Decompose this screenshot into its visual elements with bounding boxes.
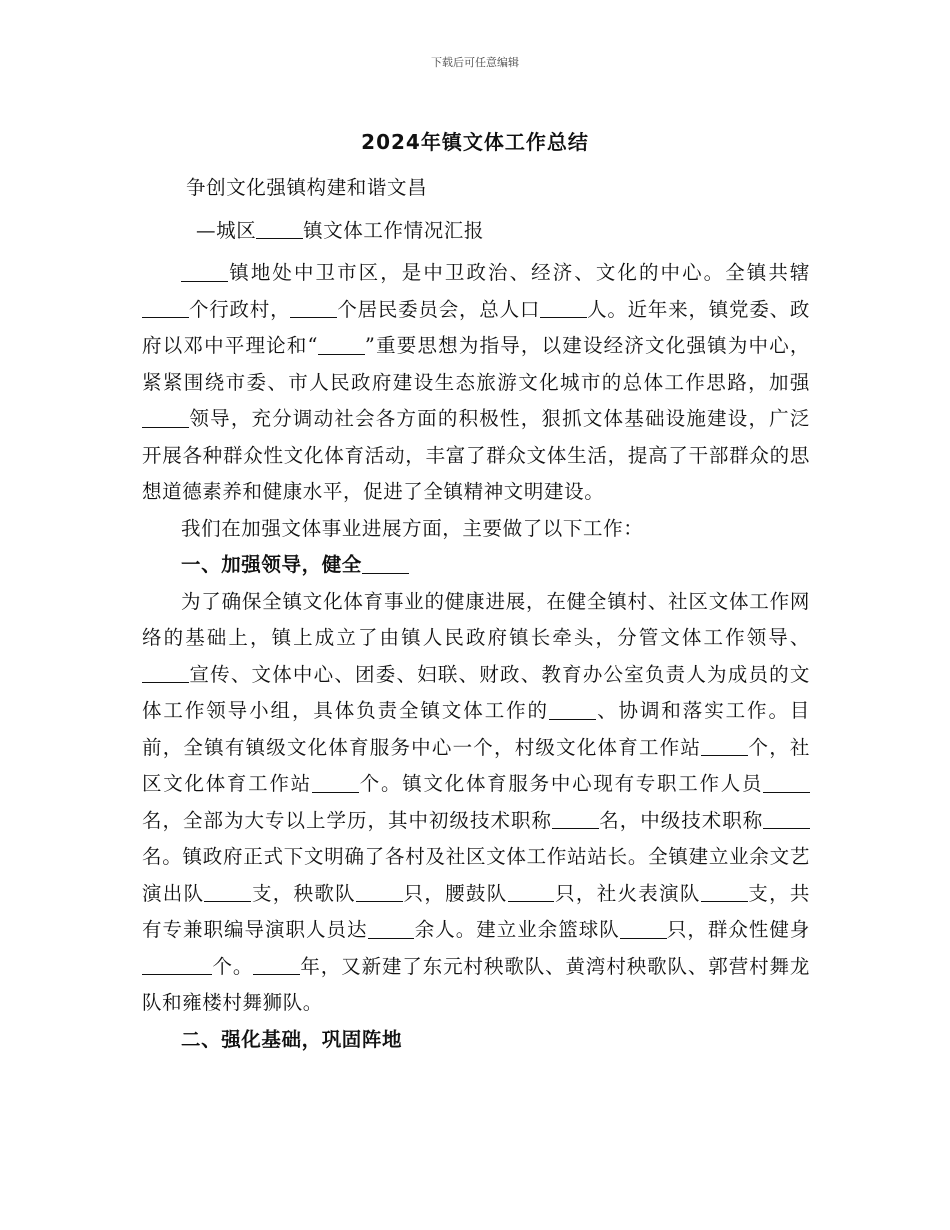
subtitle-secondary (142, 213, 810, 250)
paragraph-leadership (142, 584, 810, 1022)
blank-line (181, 261, 228, 282)
blank-line (540, 298, 587, 319)
text-run: ”重要思想为指导，以建设经济文化强镇为中心，紧紧围绕市委、市人民政府建设生态旅游文化城市的总体工作思路，加强 (142, 334, 810, 394)
text-run: 个居民委员会，总人口 (337, 297, 541, 321)
text-run: 名，全部为大专以上学历，其中初级技术职称 (142, 808, 552, 832)
blank-line (312, 772, 359, 793)
text-run: 年，又新建了东元村秧歌队、黄湾村秧歌队、郭营村舞龙队和雍楼村舞狮队。 (142, 954, 810, 1014)
section-heading-1 (142, 547, 810, 584)
text-run: 人。近年来，镇党委、政府以邓中平理论和“ (142, 297, 810, 357)
document-body (142, 170, 810, 1058)
text-run: 个行政村， (188, 297, 291, 321)
blank-line (253, 955, 300, 976)
blank-line (142, 955, 212, 976)
text-run: 宣传、文体中心、团委、妇联、财政、教育办公室负责人为成员的文体工作领导小组，具体负责全镇文体工作的 (142, 662, 810, 722)
subtitle-prefix: —城区 (196, 218, 257, 242)
text-run: 余人。建立业余篮球队 (414, 918, 620, 941)
blank-line (763, 809, 810, 830)
text-run: 只，社火表演队 (554, 881, 701, 905)
blank-line (549, 699, 596, 720)
text-run: 、协调和落实工作。目前，全镇有镇级文化体育服务中心一个，村级文化体育工作站 (142, 699, 810, 759)
blank-line (368, 918, 415, 939)
text-run: 为了确保全镇文化体育事业的健康进展，在健全镇村、社区文体工作网络的基础上，镇上成立了由镇人民政府镇长牵头，分管文体工作领导、 (142, 589, 810, 649)
text-run: 只，腰鼓队 (402, 881, 508, 905)
blank-line (701, 736, 748, 757)
text-run: 领导，充分调动社会各方面的积极性，狠抓文体基础设施建设，广泛开展各种群众性文化体育活动，丰富了群众文体生活，提高了干部群众的思想道德素养和健康水平，促进了全镇精神文明建设。 (142, 407, 810, 503)
text-run: 个，社区文化体育工作站 (142, 735, 810, 795)
blank-line (142, 298, 189, 319)
blank-line (204, 882, 251, 903)
blank-line (552, 809, 599, 830)
text-run: 名。镇政府正式下文明确了各村及社区文体工作站站长。全镇建立业余文艺演出队 (142, 845, 810, 905)
paragraph-intro (142, 255, 810, 511)
text-run: 名，中级技术职称 (598, 808, 764, 832)
blank-line (508, 882, 555, 903)
section-heading-2: 二、强化基础，巩固阵地 (181, 1027, 403, 1051)
blank-line (290, 298, 337, 319)
page-header: 下载后可任意编辑 (431, 56, 519, 69)
text-run: 支，秧歌队 (251, 881, 356, 905)
blank-line (701, 882, 748, 903)
heading-text: 一、加强领导，健全 (181, 553, 362, 576)
subtitle-main: 争创文化强镇构建和谐文昌 (186, 176, 428, 199)
blank-line (318, 334, 365, 355)
blank-line (620, 918, 667, 939)
text-run: 个。镇文化体育服务中心现有专职工作人员 (358, 772, 764, 795)
paragraph-work-intro: 我们在加强文体事业进展方面，主要做了以下工作： (181, 516, 644, 540)
text-run: 镇地处中卫市区，是中卫政治、经济、文化的中心。全镇共辖 (227, 261, 810, 284)
document-title: 2024年镇文体工作总结 (361, 130, 589, 154)
blank-line (763, 772, 810, 793)
blank-line (362, 553, 409, 574)
subtitle-suffix: 镇文体工作情况汇报 (303, 218, 485, 242)
blank-line (142, 663, 189, 684)
text-run: 个。 (212, 954, 254, 978)
text-run: 只，群众性健身 (666, 918, 810, 941)
text-run: 支，共有专兼职编导演职人员达 (142, 881, 810, 941)
blank-line (256, 219, 303, 240)
blank-line (356, 882, 403, 903)
blank-line (142, 407, 189, 428)
